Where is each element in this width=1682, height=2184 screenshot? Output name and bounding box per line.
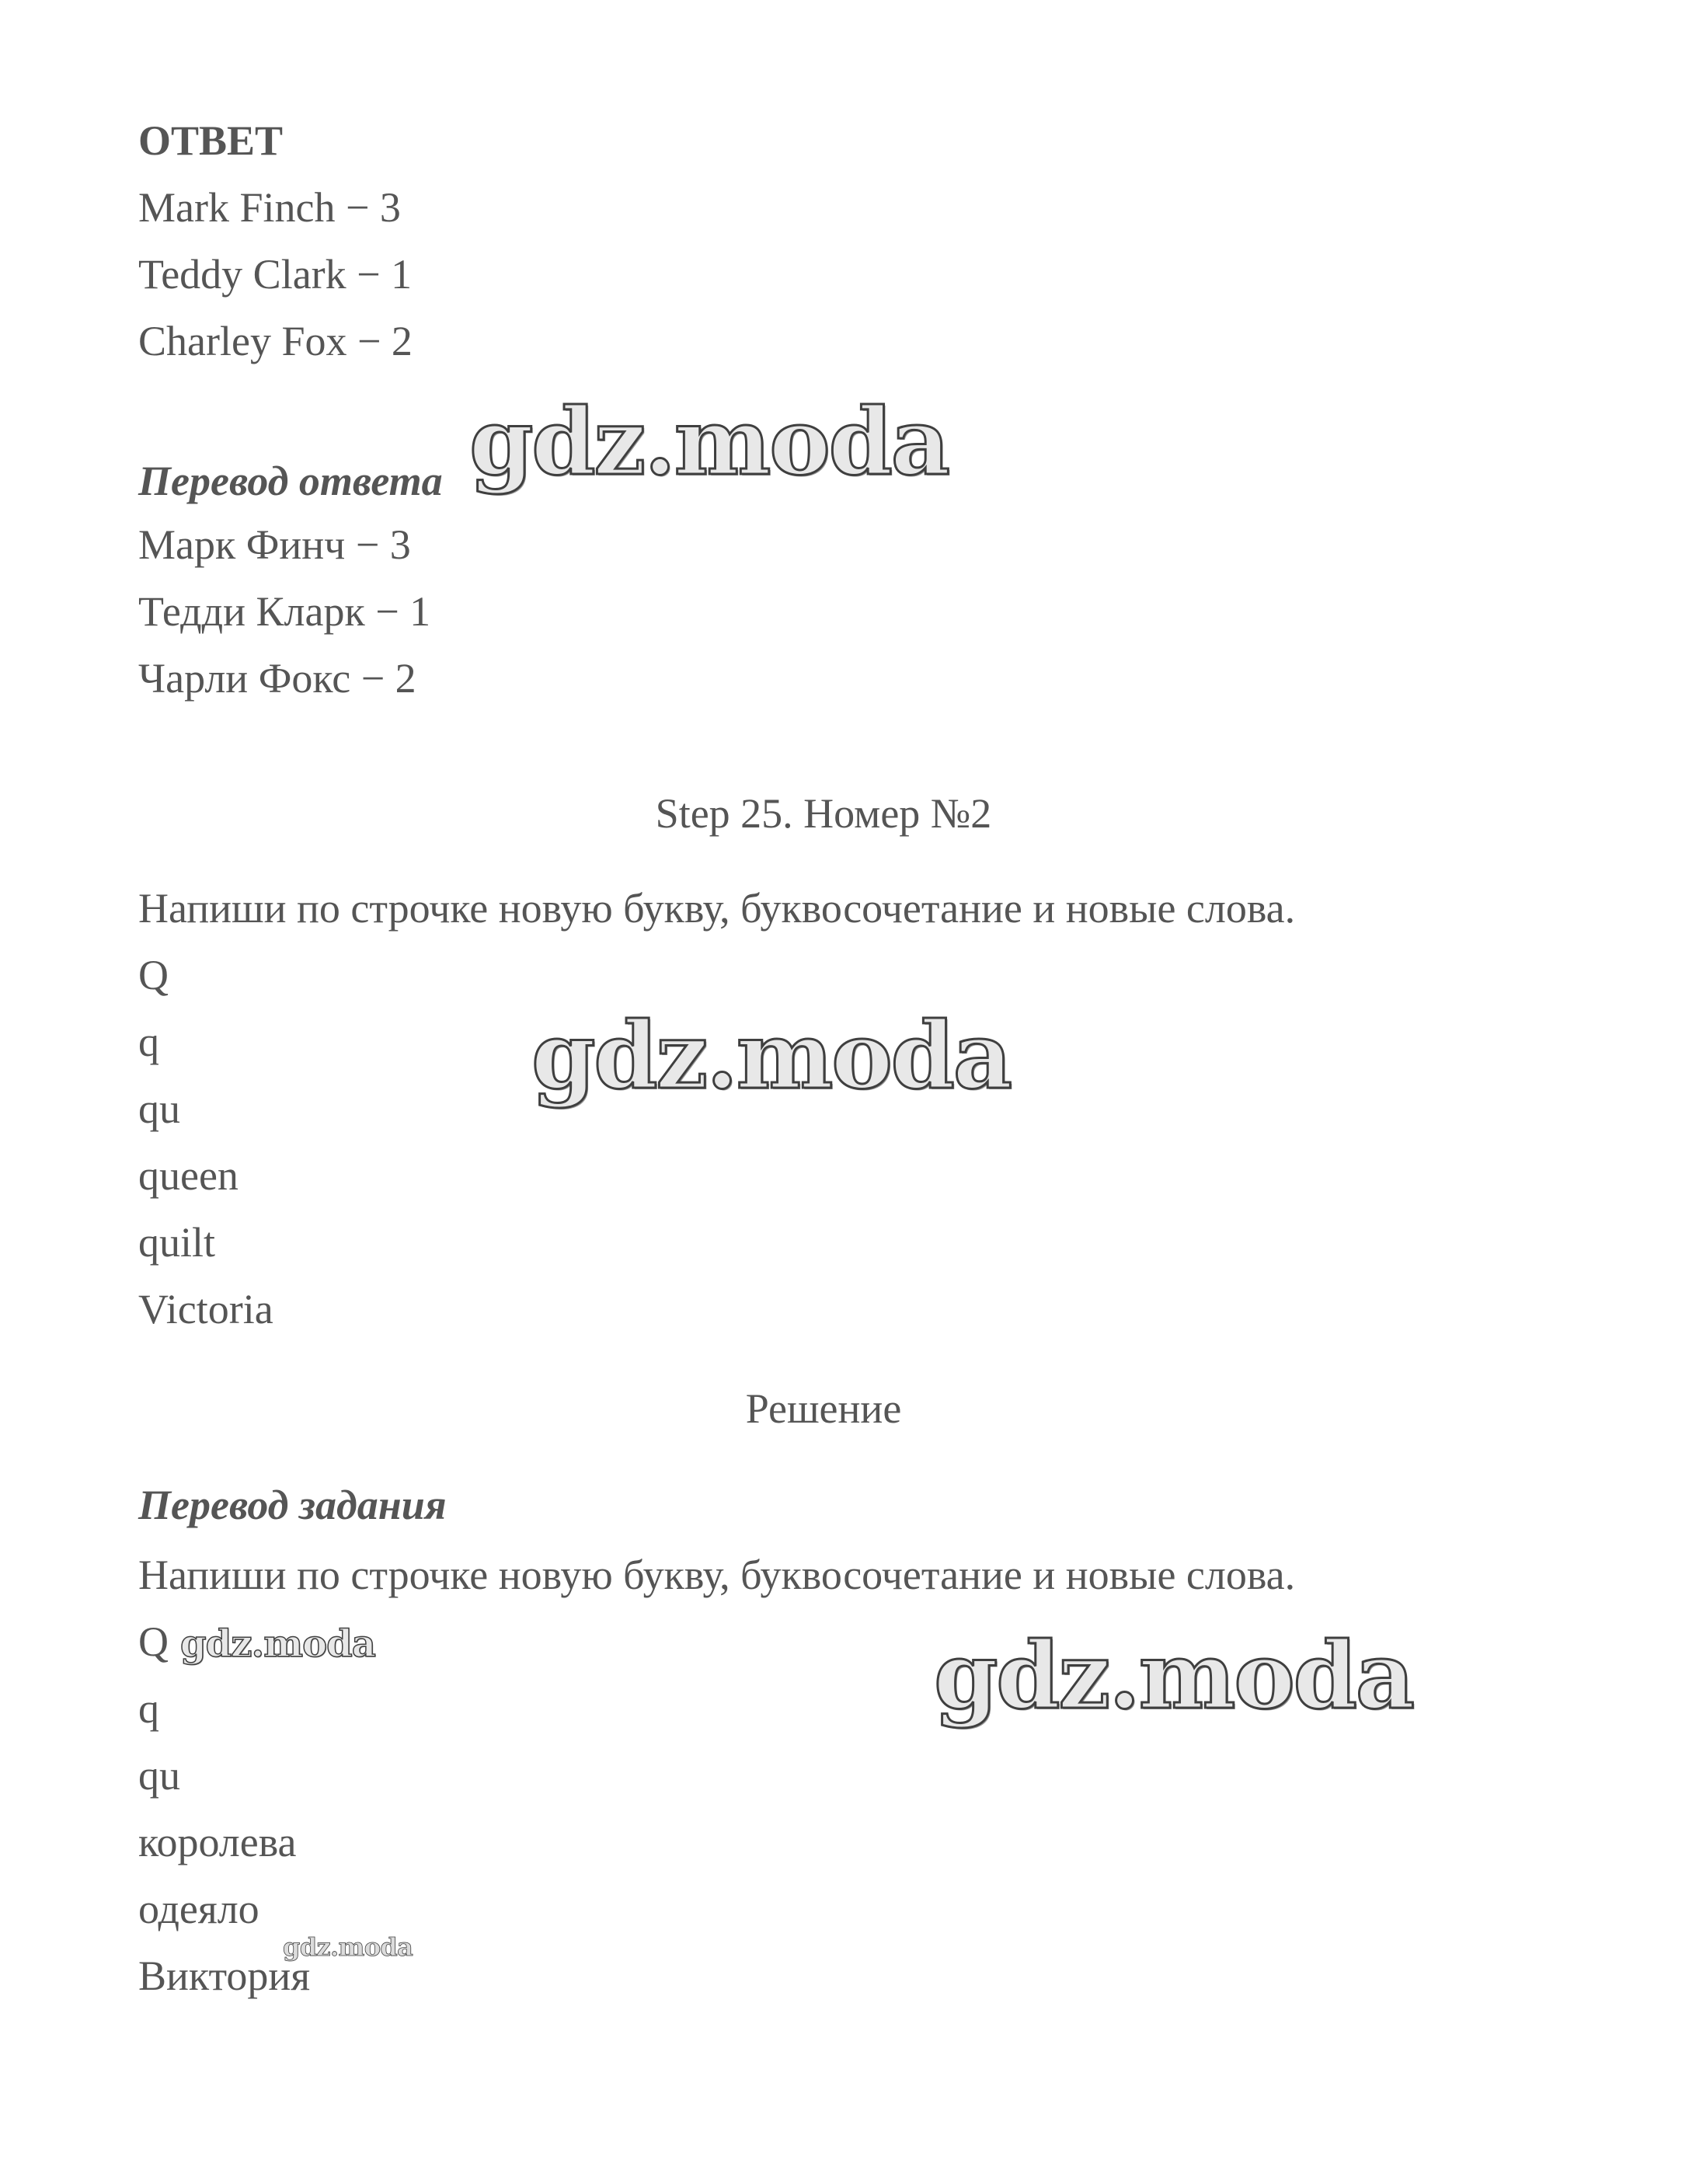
task-item: Victoria	[138, 1286, 273, 1332]
answer-line: Mark Finch − 3	[138, 184, 401, 231]
answer-heading: ОТВЕТ	[138, 117, 284, 164]
solution-item: Виктория	[138, 1952, 311, 1999]
solution-item: одеяло	[138, 1886, 259, 1932]
task-item: q	[138, 1019, 159, 1065]
task-title: Step 25. Номер №2	[655, 790, 992, 837]
watermark: gdz.moda	[180, 1622, 375, 1666]
answer-translation-line: Марк Финч − 3	[138, 521, 411, 568]
answer-translation-line: Чарли Фокс − 2	[138, 655, 416, 702]
solution-instruction: Напиши по строчке новую букву, буквосочетание и новые слова.	[138, 1552, 1296, 1598]
watermark: gdz.moda	[283, 1932, 413, 1962]
answer-line: Teddy Clark − 1	[138, 251, 413, 298]
solution-item: Q	[138, 1618, 169, 1665]
answer-line: Charley Fox − 2	[138, 318, 413, 364]
answer-translation-heading: Перевод ответа	[138, 458, 443, 504]
task-item: quilt	[138, 1219, 216, 1266]
solution-item: q	[138, 1685, 159, 1732]
watermark: gdz.moda	[934, 1621, 1413, 1729]
task-item: Q	[138, 952, 169, 998]
task-item: queen	[138, 1152, 239, 1199]
solution-item: королева	[138, 1819, 297, 1865]
answer-translation-line: Тедди Кларк − 1	[138, 588, 431, 635]
solution-title: Решение	[745, 1385, 902, 1432]
task-instruction: Напиши по строчке новую букву, буквосочетание и новые слова.	[138, 885, 1296, 932]
task-item: qu	[138, 1085, 180, 1132]
watermark: gdz.moda	[531, 1001, 1011, 1109]
solution-item: qu	[138, 1752, 180, 1799]
solution-translation-heading: Перевод задания	[138, 1482, 447, 1528]
watermark: gdz.moda	[469, 388, 949, 496]
